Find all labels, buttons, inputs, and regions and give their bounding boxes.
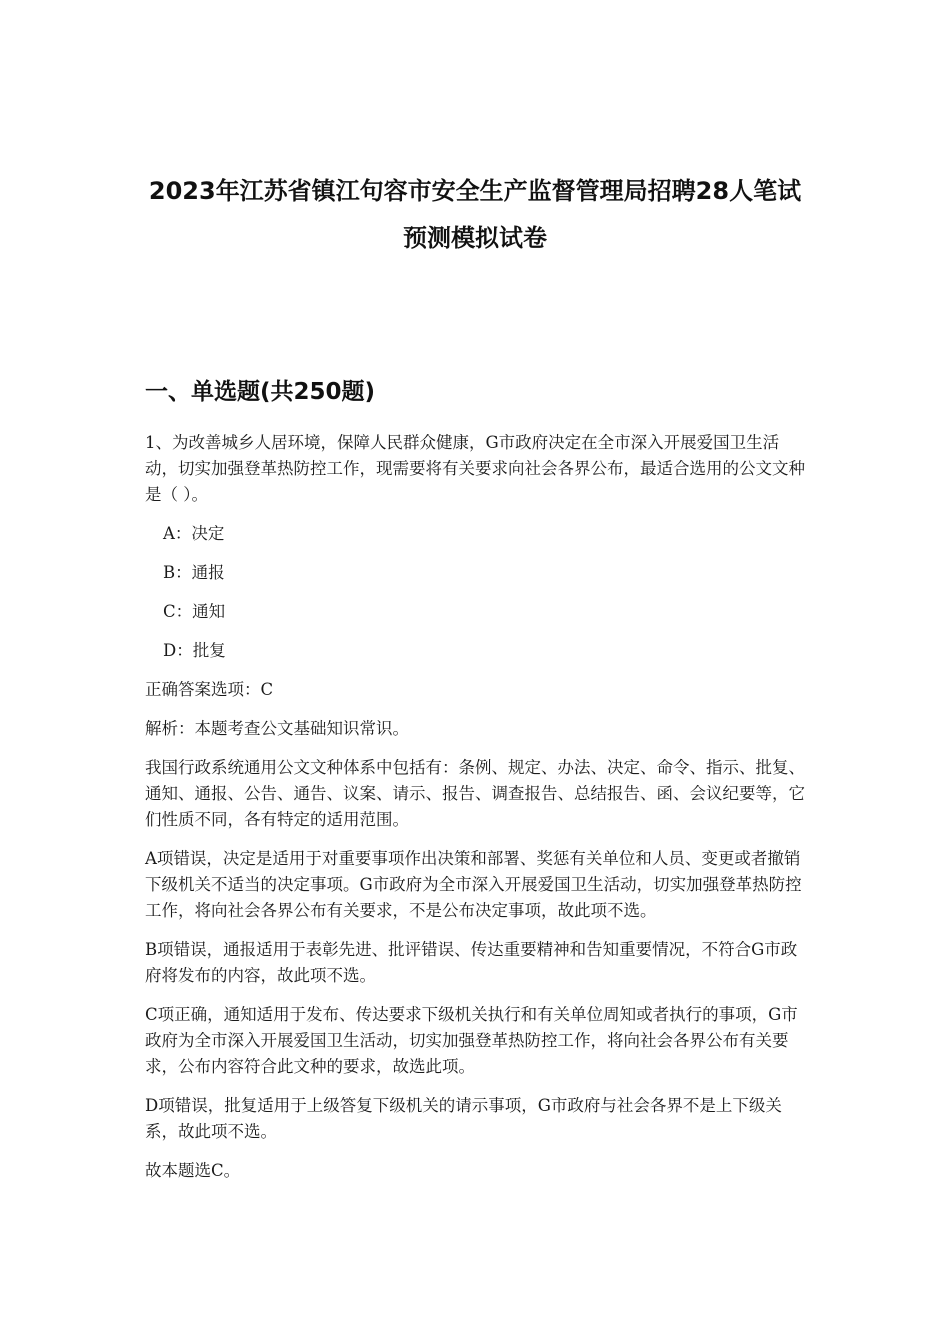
section-heading: 一、单选题(共250题) (145, 379, 376, 405)
analysis-intro: 解析：本题考查公文基础知识常识。 (145, 719, 409, 738)
document-title: 2023年江苏省镇江句容市安全生产监督管理局招聘28人笔试预测模拟试卷 (148, 177, 802, 252)
option-list (145, 521, 805, 664)
analysis-paragraph: B项错误，通报适用于表彰先进、批评错误、传达重要精神和告知重要情况，不符合G市政府将发布的内容，故此项不选。 (145, 940, 798, 985)
question-block (145, 430, 805, 1197)
option-a: A：决定 (163, 524, 225, 543)
analysis-paragraph: C项正确，通知适用于发布、传达要求下级机关执行和有关单位周知或者执行的事项，G市政府为全市深入开展爱国卫生活动，切实加强登革热防控工作，将向社会各界公布有关要求，公布内容符合此文种的要求，故选此项。 (145, 1005, 798, 1076)
question-stem: 1、为改善城乡人居环境，保障人民群众健康，G市政府决定在全市深入开展爱国卫生活动，切实加强登革热防控工作，现需要将有关要求向社会各界公布，最适合选用的公文文种是（ ）。 (145, 433, 805, 504)
analysis-paragraph: D项错误，批复适用于上级答复下级机关的请示事项，G市政府与社会各界不是上下级关系，故此项不选。 (145, 1096, 782, 1141)
analysis-paragraph: A项错误，决定是适用于对重要事项作出决策和部署、奖惩有关单位和人员、变更或者撤销下级机关不适当的决定事项。G市政府为全市深入开展爱国卫生活动，切实加强登革热防控工作，将向社会各界公布有关要求，不是公布决定事项，故此项不选。 (145, 849, 802, 920)
correct-answer: 正确答案选项：C (145, 680, 274, 699)
option-b: B：通报 (163, 563, 225, 582)
option-d: D：批复 (163, 641, 226, 660)
option-c: C：通知 (163, 602, 226, 621)
analysis-conclusion: 故本题选C。 (145, 1161, 241, 1180)
analysis-paragraph: 我国行政系统通用公文文种体系中包括有：条例、规定、办法、决定、命令、指示、批复、通知、通报、公告、通告、议案、请示、报告、调查报告、总结报告、函、会议纪要等，它们性质不同，各有特定的适用范围。 (145, 758, 805, 829)
